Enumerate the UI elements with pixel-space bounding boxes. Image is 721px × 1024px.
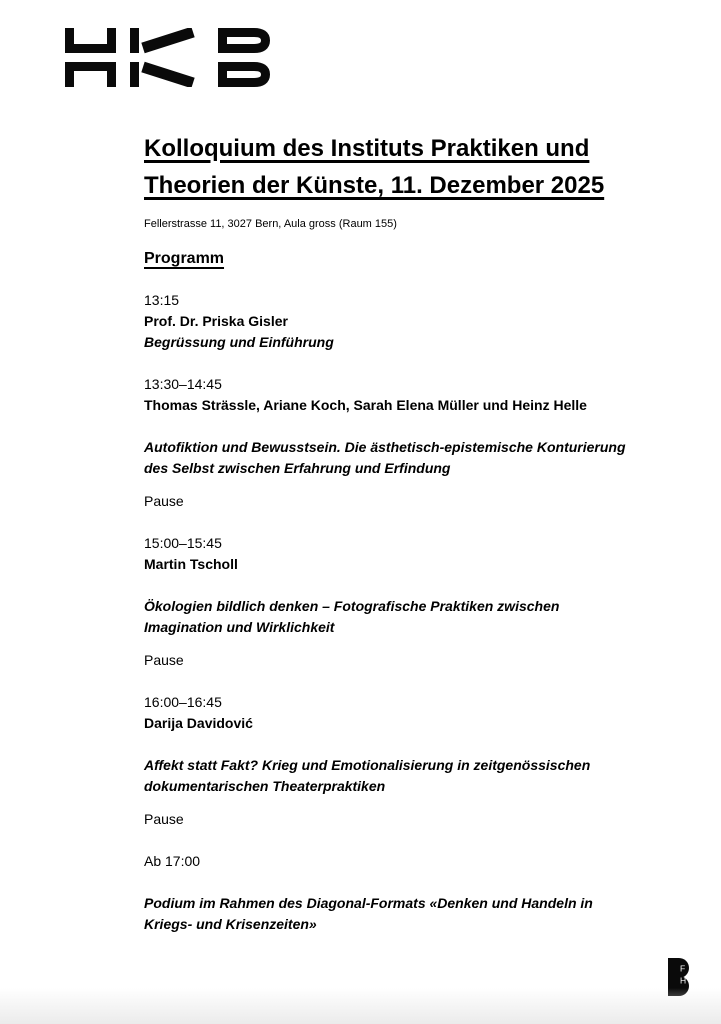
session-3-title [144, 596, 710, 638]
program-heading: Programm [144, 250, 225, 267]
pause-label-2: Pause [144, 652, 184, 668]
session-2-title-line-2: des Selbst zwischen Erfahrung und Erfindung [144, 460, 451, 476]
session-5-header [144, 851, 710, 872]
session-2-time: 13:30–14:45 [144, 376, 222, 392]
session-3-title-line-2: Imagination und Wirklichkeit [144, 619, 335, 635]
document-title [144, 130, 710, 204]
session-2-speakers: Thomas Strässle, Ariane Koch, Sarah Elena Müller und Heinz Helle [144, 397, 587, 413]
session-1-speakers: Prof. Dr. Priska Gisler [144, 313, 288, 329]
pause-label-1: Pause [144, 493, 184, 509]
session-4-time: 16:00–16:45 [144, 694, 222, 710]
session-3-time: 15:00–15:45 [144, 535, 222, 551]
session-5-title-line-1: Podium im Rahmen des Diagonal-Formats «Denken und Handeln in [144, 895, 593, 911]
page-bottom-shadow [0, 988, 721, 1024]
session-5-title-line-2: Kriegs- und Krisenzeiten» [144, 916, 317, 932]
session-2-title [144, 437, 710, 479]
session-2-title-line-1: Autofiktion und Bewusstsein. Die ästhetisch-epistemische Konturierung [144, 439, 626, 455]
venue-line: Fellerstrasse 11, 3027 Bern, Aula gross (Raum 155) [144, 218, 397, 230]
session-3-title-line-1: Ökologien bildlich denken – Fotografische Praktiken zwischen [144, 598, 560, 614]
bfh-letter-h: H [680, 975, 687, 986]
session-3-header [144, 533, 710, 575]
title-line-1: Kolloquium des Instituts Praktiken und [144, 135, 590, 162]
session-4-title-line-2: dokumentarischen Theaterpraktiken [144, 778, 386, 794]
program-schedule [144, 290, 710, 935]
bfh-logo [668, 958, 690, 996]
session-5-title [144, 893, 710, 935]
session-3-speakers: Martin Tscholl [144, 556, 238, 572]
session-1 [144, 290, 710, 353]
session-4-title-line-1: Affekt statt Fakt? Krieg und Emotionalisierung in zeitgenössischen [144, 757, 591, 773]
session-1-time: 13:15 [144, 292, 180, 308]
session-5-time: Ab 17:00 [144, 853, 201, 869]
title-line-2: Theorien der Künste, 11. Dezember 2025 [144, 172, 605, 199]
session-4-title [144, 755, 710, 797]
session-2-header [144, 374, 710, 416]
pause-label-3: Pause [144, 811, 184, 827]
bfh-letter-f: F [680, 963, 686, 974]
session-1-title: Begrüssung und Einführung [144, 334, 334, 350]
session-4-header [144, 692, 710, 734]
session-4-speakers: Darija Davidović [144, 715, 253, 731]
content-column [144, 0, 710, 935]
